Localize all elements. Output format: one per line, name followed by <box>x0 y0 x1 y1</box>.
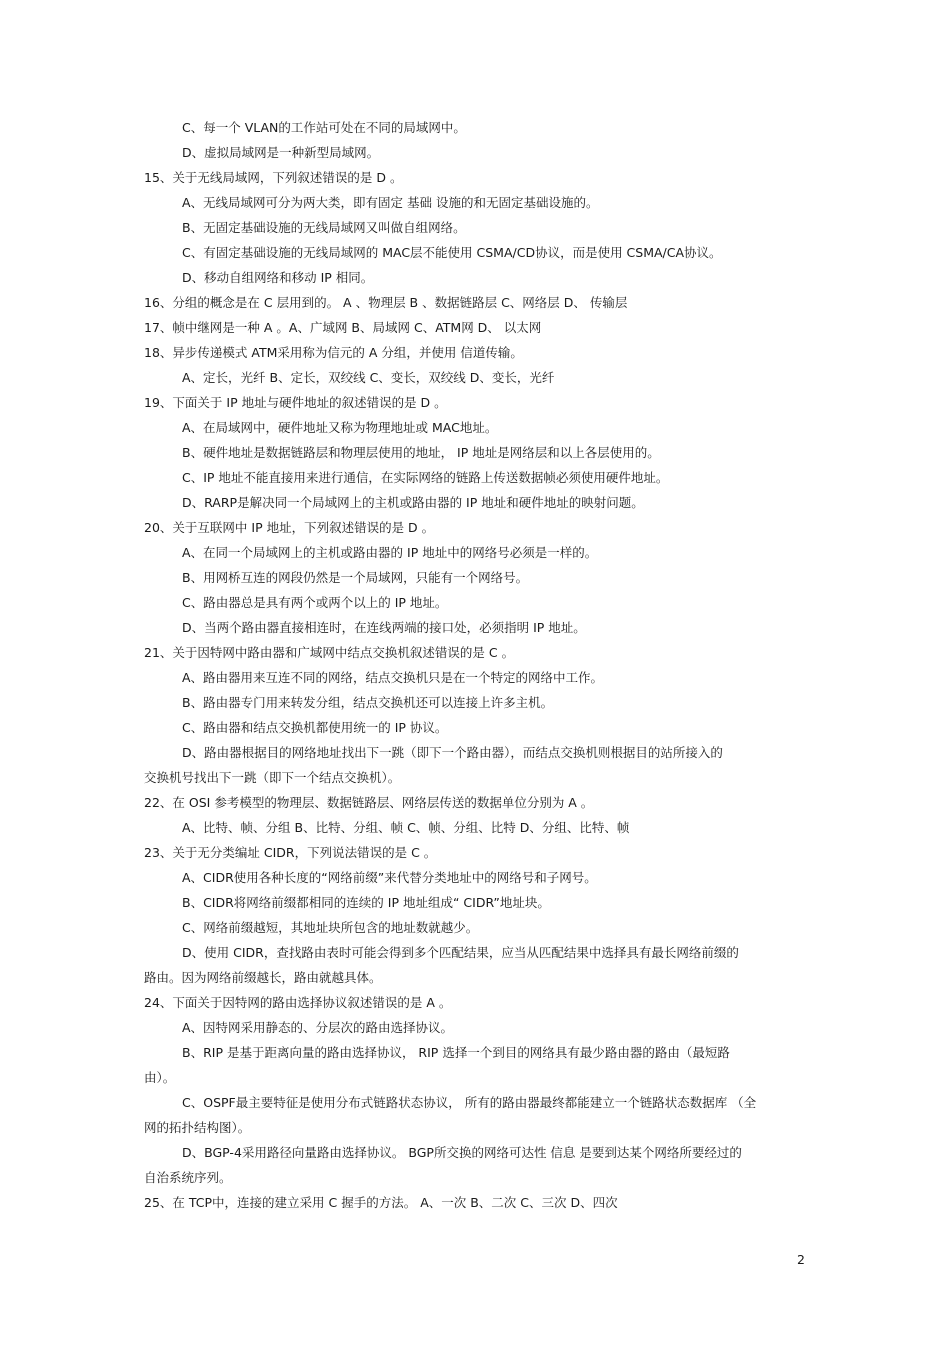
option-line: B、硬件地址是数据链路层和物理层使用的地址， IP 地址是网络层和以上各层使用的。 <box>182 445 660 460</box>
page-number: 2 <box>797 1252 805 1267</box>
option-line: A、比特、帧、分组 B、比特、分组、帧 C、帧、分组、比特 D、分组、比特、帧 <box>182 820 630 835</box>
question-line: 15、关于无线局域网，下列叙述错误的是 D 。 <box>144 170 403 185</box>
option-line: A、因特网采用静态的、分层次的路由选择协议。 <box>182 1020 454 1035</box>
option-line: B、用网桥互连的网段仍然是一个局域网，只能有一个网络号。 <box>182 570 529 585</box>
continuation-line: 网的拓扑结构图）。 <box>144 1120 251 1135</box>
option-line: C、有固定基础设施的无线局域网的 MAC层不能使用 CSMA/CD协议，而是使用 CSMA/CA协议。 <box>182 245 722 260</box>
option-line: C、路由器和结点交换机都使用统一的 IP 协议。 <box>182 720 448 735</box>
option-line: A、在局域网中，硬件地址又称为物理地址或 MAC地址。 <box>182 420 498 435</box>
question-line: 20、关于互联网中 IP 地址，下列叙述错误的是 D 。 <box>144 520 435 535</box>
option-line: A、无线局域网可分为两大类，即有固定 基础 设施的和无固定基础设施的。 <box>182 195 599 210</box>
continuation-line: 自治系统序列。 <box>144 1170 232 1185</box>
option-line: D、BGP-4采用路径向量路由选择协议。 BGP所交换的网络可达性 信息 是要到达某个网络所要经过的 <box>182 1145 742 1160</box>
option-line: D、当两个路由器直接相连时，在连线两端的接口处，必须指明 IP 地址。 <box>182 620 586 635</box>
question-line: 25、在 TCP中，连接的建立采用 C 握手的方法。 A、一次 B、二次 C、三次 D、四次 <box>144 1195 618 1210</box>
option-line: B、路由器专门用来转发分组，结点交换机还可以连接上许多主机。 <box>182 695 554 710</box>
option-line: C、网络前缀越短，其地址块所包含的地址数就越少。 <box>182 920 479 935</box>
option-line: B、CIDR将网络前缀都相同的连续的 IP 地址组成“ CIDR”地址块。 <box>182 895 550 910</box>
option-line: A、路由器用来互连不同的网络，结点交换机只是在一个特定的网络中工作。 <box>182 670 604 685</box>
option-line: D、路由器根据目的网络地址找出下一跳（即下一个路由器），而结点交换机则根据目的站所接入的 <box>182 745 723 760</box>
option-line: A、在同一个局域网上的主机或路由器的 IP 地址中的网络号必须是一样的。 <box>182 545 598 560</box>
question-line: 17、帧中继网是一种 A 。A、广域网 B、局域网 C、ATM网 D、 以太网 <box>144 320 542 335</box>
option-line: B、RIP 是基于距离向量的路由选择协议， RIP 选择一个到目的网络具有最少路由器的路由（最短路 <box>182 1045 730 1060</box>
continuation-line: 路由。因为网络前缀越长，路由就越具体。 <box>144 970 382 985</box>
option-line: C、每一个 VLAN的工作站可处在不同的局域网中。 <box>182 120 466 135</box>
question-line: 16、分组的概念是在 C 层用到的。 A 、物理层 B 、数据链路层 C、网络层 D、 传输层 <box>144 295 628 310</box>
question-line: 22、在 OSI 参考模型的物理层、数据链路层、网络层传送的数据单位分别为 A 。 <box>144 795 594 810</box>
continuation-line: 交换机号找出下一跳（即下一个结点交换机）。 <box>144 770 401 785</box>
option-line: C、OSPF最主要特征是使用分布式链路状态协议， 所有的路由器最终都能建立一个链路状态数据库 （全 <box>182 1095 757 1110</box>
continuation-line: 由）。 <box>144 1070 176 1085</box>
option-line: A、CIDR使用各种长度的“网络前缀”来代替分类地址中的网络号和子网号。 <box>182 870 597 885</box>
option-line: D、虚拟局域网是一种新型局域网。 <box>182 145 380 160</box>
option-line: B、无固定基础设施的无线局域网又叫做自组网络。 <box>182 220 466 235</box>
option-line: D、移动自组网络和移动 IP 相同。 <box>182 270 374 285</box>
question-line: 23、关于无分类编址 CIDR，下列说法错误的是 C 。 <box>144 845 437 860</box>
question-line: 24、下面关于因特网的路由选择协议叙述错误的是 A 。 <box>144 995 452 1010</box>
question-line: 21、关于因特网中路由器和广域网中结点交换机叙述错误的是 C 。 <box>144 645 515 660</box>
option-line: D、RARP是解决同一个局域网上的主机或路由器的 IP 地址和硬件地址的映射问题。 <box>182 495 644 510</box>
question-line: 18、异步传递模式 ATM采用称为信元的 A 分组，并使用 信道传输。 <box>144 345 523 360</box>
option-line: C、路由器总是具有两个或两个以上的 IP 地址。 <box>182 595 448 610</box>
option-line: A、定长，光纤 B、定长，双绞线 C、变长，双绞线 D、变长，光纤 <box>182 370 555 385</box>
question-line: 19、下面关于 IP 地址与硬件地址的叙述错误的是 D 。 <box>144 395 447 410</box>
option-line: D、使用 CIDR，查找路由表时可能会得到多个匹配结果，应当从匹配结果中选择具有最长网络前缀的 <box>182 945 739 960</box>
option-line: C、IP 地址不能直接用来进行通信，在实际网络的链路上传送数据帧必须使用硬件地址。 <box>182 470 669 485</box>
